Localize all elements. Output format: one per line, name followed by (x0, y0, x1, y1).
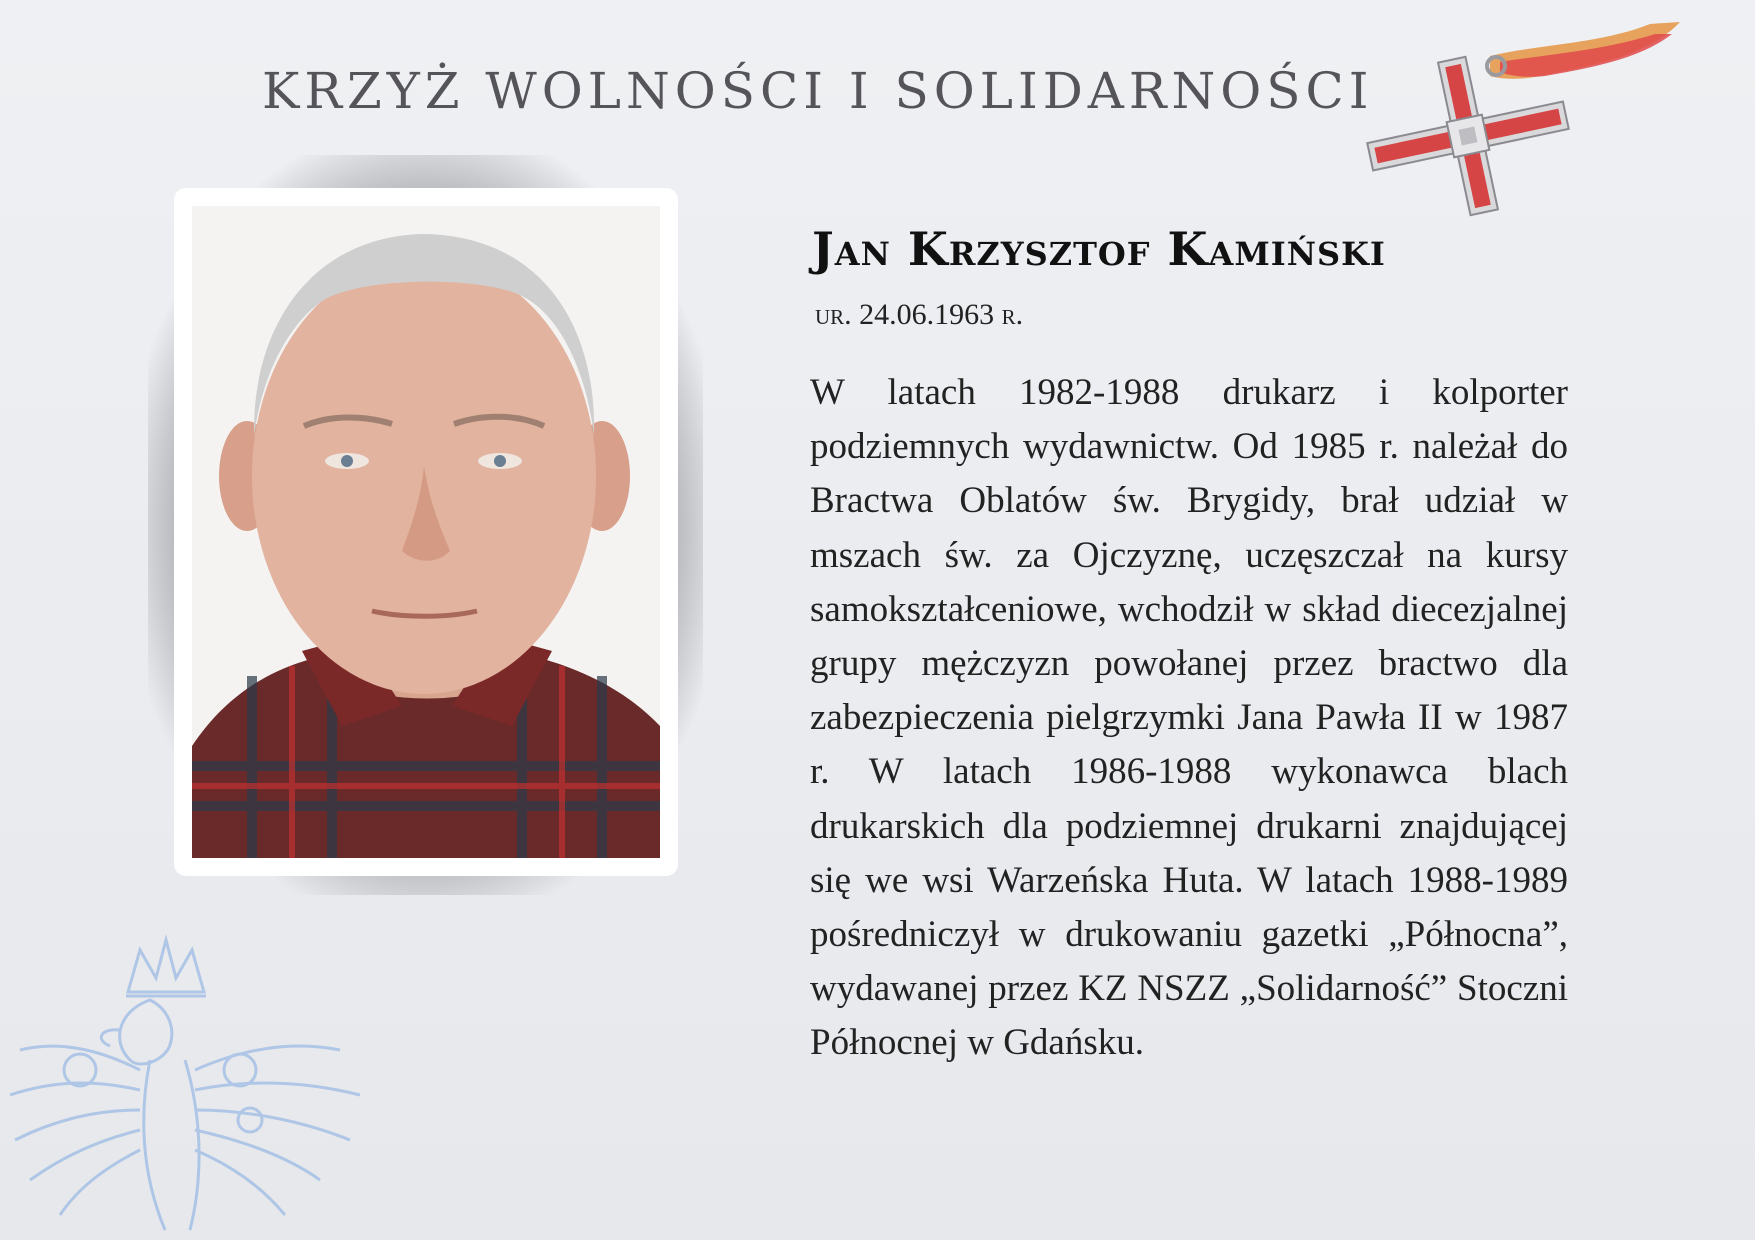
biography-text: W latach 1982-1988 drukarz i kolporter podziemnych wydawnictw. Od 1985 r. należał do Bractwa Oblatów św. Brygidy, brał udział w mszach św. za Ojczyznę, uczęszczał na kursy samokształceniowe, wchodził w skład diecezjalnej grupy mężczyzn powołanej przez bractwo dla zabezpieczenia pielgrzymki Jana Pawła II w 1987 r. W latach 1986-1988 wykonawca blach drukarskich dla podziemnej drukarni znajdującej się we wsi Warzeńska Huta. W latach 1988-1989 pośredniczył w drukowaniu gazetki „Północna”, wydawanej przez KZ NSZZ „Solidarność” Stoczni Północnej w Gdańsku. (810, 372, 1568, 1064)
photo-frame (174, 188, 678, 876)
header-title: KRZYŻ WOLNOŚCI I SOLIDARNOŚCI (262, 62, 1374, 120)
medal-cross-icon (1350, 14, 1690, 224)
person-name: Jan Krzysztof Kamiński (812, 222, 1386, 276)
eagle-emblem-icon (0, 930, 410, 1240)
birth-date: ur. 24.06.1963 r. (815, 298, 1024, 331)
portrait-photo (192, 206, 660, 858)
